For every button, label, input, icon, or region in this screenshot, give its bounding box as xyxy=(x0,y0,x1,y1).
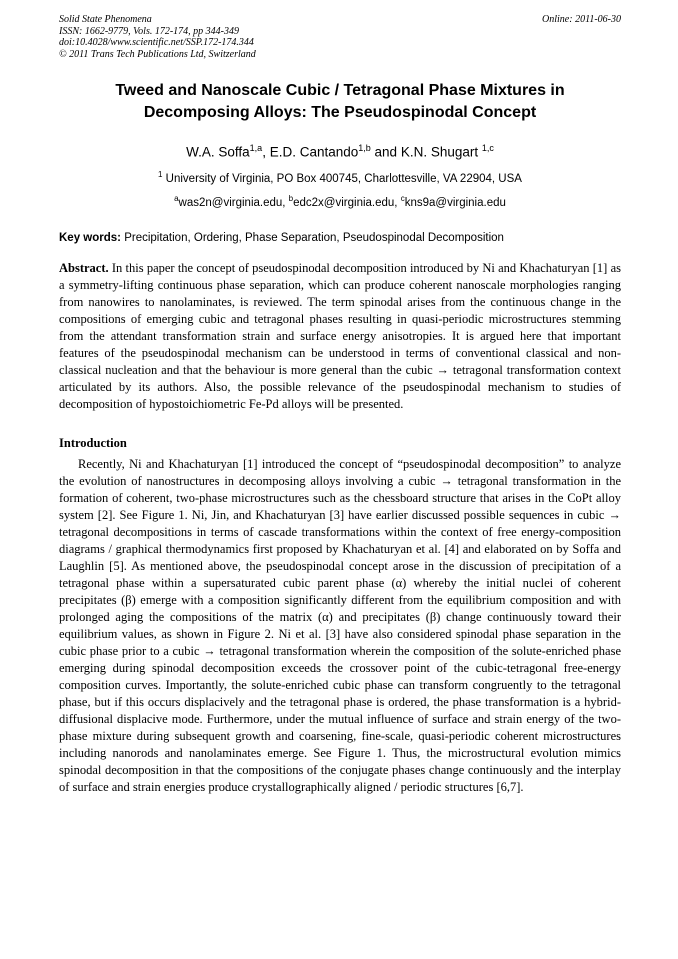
authors-line xyxy=(59,139,621,162)
paper-title-line2: Decomposing Alloys: The Pseudospinodal Concept xyxy=(143,104,537,121)
keywords-line xyxy=(59,230,621,246)
author-2-name: E.D. Cantando xyxy=(269,144,359,160)
author-1-superscript: 1,a xyxy=(249,143,263,153)
journal-name: Solid State Phenomena xyxy=(59,14,152,25)
paper-title-line1: Tweed and Nanoscale Cubic / Tetragonal Phase Mixtures in xyxy=(115,82,565,99)
affiliation-text: University of Virginia, PO Box 400745, Charlottesville, VA 22904, USA xyxy=(162,172,522,185)
email-a-superscript: a xyxy=(174,194,179,204)
abstract-label: Abstract. xyxy=(59,261,109,276)
issn-line: ISSN: 1662-9779, Vols. 172-174, pp 344-349 xyxy=(59,25,239,37)
abstract-paragraph xyxy=(59,260,621,413)
email-c-superscript: c xyxy=(400,194,405,204)
authors-separator-2: and xyxy=(370,144,401,160)
authors-separator-1: , xyxy=(262,144,270,160)
affiliation-superscript: 1 xyxy=(158,169,163,179)
introduction-heading: Introduction xyxy=(59,436,127,451)
keywords-label: Key words: xyxy=(59,232,121,245)
keywords-text: Precipitation, Ordering, Phase Separation, Pseudospinodal Decomposition xyxy=(121,232,504,245)
header-left xyxy=(59,14,621,60)
abstract-text: In this paper the concept of pseudospinodal decomposition introduced by Ni and Khachaturyan [1] as a symmetry-lifting continuous phase separation, which can produce coherent nanoscale morphologies ranging from nanowires to nanolaminates, is reviewed. The term spinodal arises from the continuous change in the compositions of emerging cubic and tetragonal phases resulting in quasi-periodic microstructures stemming from the attendant transformation strain and surface energy anisotropies. It is argued here that important features of the pseudospinodal mechanism can be understood in terms of conventional classical and non-classical nucleation and that the behaviour is more general than the cubic → tetragonal transformation context articulated by its authors. Also, the possible relevance of the pseudospinodal mechanism to studies of decomposition of hypostoichiometric Fe-Pd alloys will be presented. xyxy=(59,261,621,412)
author-1-name: W.A. Soffa xyxy=(186,144,250,160)
author-3-superscript: 1,c xyxy=(481,143,494,153)
introduction-paragraph: Recently, Ni and Khachaturyan [1] introduced the concept of “pseudospinodal decomposition” to analyze the evolution of nanostructures in decomposing alloys involving a cubic → tetragonal transformation in the formation of coherent, two-phase microstructures such as the chessboard structure that arises in the CoPt alloy system [2]. See Figure 1. Ni, Jin, and Khachaturyan [3] have earlier discussed possible sequences in cubic → tetragonal decompositions in terms of cascade transformations within the context of free energy-composition diagrams / graphical thermodynamics first proposed by Khachaturyan et al. [4] and elaborated on by Soffa and Laughlin [5]. As mentioned above, the pseudospinodal concept arose in the discussion of precipitation of a tetragonal phase within a supersaturated cubic parent phase (α) whereby the initial nuclei of coherent precipitates (β) emerge with a composition significantly different from the equilibrium composition and with prolonged aging the compositions of the matrix (α) and precipitates (β) change continuously toward their equilibrium values, as shown in Figure 2. Ni et al. [3] have also considered spinodal phase separation in the cubic phase prior to a cubic → tetragonal transformation wherein the composition of the solute-enriched phase emerging during spinodal decomposition exceeds the crossover point of the cubic-tetragonal free-energy composition curves. Importantly, the solute-enriched cubic phase can transform congruently to the tetragonal phase, but if this occurs displacively and the tetragonal phase is ordered, the phase transformation is a hybrid-diffusional displacive mode. Furthermore, under the mutual influence of surface and strain energy of the two-phase mixture during subsequent growth and coarsening, fine-scale, quasi-periodic coherent microstructures including nanorods and nanolaminates emerge. See Figure 1. Thus, the microstructural evolution mimics spinodal decomposition in that the compositions of the conjugate phases change continuously and the interplay of surface and strain energies produce crystallographically aligned / periodic structures [6,7]. xyxy=(59,457,621,795)
emails-line xyxy=(59,191,621,211)
email-c-address: kns9a@virginia.edu xyxy=(404,197,506,210)
copyright-line: © 2011 Trans Tech Publications Ltd, Switzerland xyxy=(59,48,256,60)
paper-title xyxy=(59,80,621,124)
email-b-address: edc2x@virginia.edu, xyxy=(293,197,401,210)
online-date: Online: 2011-06-30 xyxy=(542,14,621,25)
email-b-superscript: b xyxy=(288,194,294,204)
doi-line: doi:10.4028/www.scientific.net/SSP.172-174.344 xyxy=(59,37,254,48)
affiliation-line xyxy=(59,167,621,187)
header xyxy=(59,14,621,60)
email-a-address: was2n@virginia.edu, xyxy=(178,197,289,210)
author-2-superscript: 1,b xyxy=(358,143,371,153)
author-3-name: K.N. Shugart xyxy=(400,144,482,160)
